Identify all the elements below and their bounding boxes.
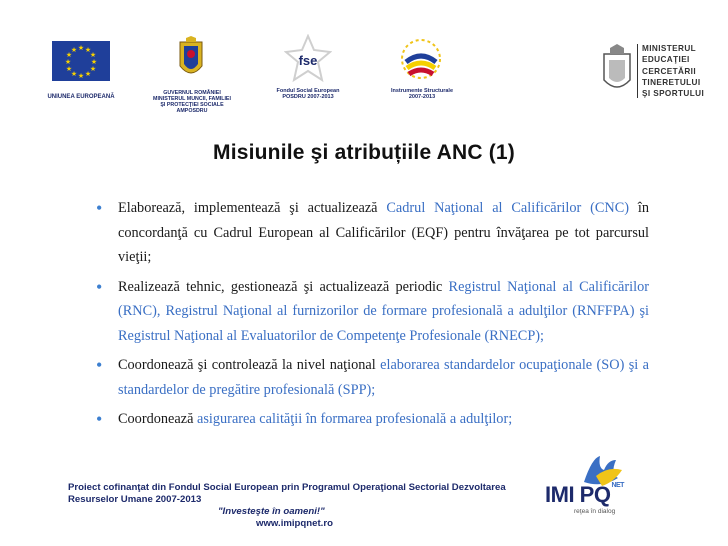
bullet-text: Coordonează [118, 411, 197, 427]
bullet-icon: • [96, 276, 103, 297]
gov-caption-line: GUVERNUL ROMÂNIEI [163, 90, 221, 96]
ministry-line: MINISTERUL [642, 44, 697, 53]
gov-caption-line: MINISTERUL MUNCII, FAMILIEI [153, 96, 231, 103]
svg-text:★: ★ [65, 51, 73, 59]
svg-text:★: ★ [64, 58, 72, 66]
bullet-text: Elaborează, implementează şi actualizează [118, 200, 387, 216]
bullet-text: Realizează tehnic, gestionează şi actualizează periodic [118, 278, 449, 295]
is-caption-line: 2007-2013 [408, 94, 436, 101]
gov-caption [148, 90, 236, 114]
footer-url: www.imipqnet.ro [256, 518, 333, 529]
bullet-highlight: Cadrul Naţional al Calificărilor (CNC) [386, 200, 630, 216]
ministry-divider [637, 44, 638, 98]
bullet-list [96, 196, 649, 437]
instrumente-structurale-logo-icon [398, 36, 444, 82]
svg-text:★: ★ [77, 72, 85, 80]
gov-caption-line: ŞI PROTECŢIEI SOCIALE [160, 102, 224, 109]
svg-text:★: ★ [84, 70, 92, 78]
svg-text:★: ★ [70, 70, 78, 78]
gov-caption-line: AMPOSDRU [176, 108, 208, 115]
bullet-icon: • [96, 409, 103, 429]
footer-text [68, 482, 538, 530]
imipq-tagline: reţea în dialog [574, 508, 616, 515]
imipq-logo-sub: NET [611, 482, 624, 489]
bullet-item [96, 196, 649, 270]
romania-coat-of-arms-icon [176, 36, 206, 84]
bullet-item [96, 407, 649, 432]
svg-text:★: ★ [89, 51, 97, 59]
fse-logo-text: fse [298, 53, 318, 68]
imipq-logo [545, 482, 624, 508]
ministry-name [642, 43, 704, 99]
footer-slogan: "Investeşte în oameni!" [218, 506, 325, 517]
eu-flag-icon [52, 41, 110, 81]
bullet-item [96, 353, 649, 402]
svg-text:★: ★ [89, 65, 97, 73]
imipq-logo-text: IMI PQ [545, 482, 611, 507]
ministry-line: TINERETULUI [642, 77, 701, 87]
fse-caption-line: Fondul Social European [276, 88, 340, 94]
ministry-crest-icon [600, 44, 634, 96]
svg-text:★: ★ [84, 46, 92, 54]
fse-logo-icon [284, 34, 332, 84]
eu-caption: UNIUNEA EUROPEANĂ [47, 94, 115, 100]
svg-text:★: ★ [90, 58, 98, 66]
is-caption-line: Instrumente Structurale [390, 88, 454, 94]
fse-caption-line: POSDRU 2007-2013 [282, 94, 334, 101]
bullet-icon: • [96, 355, 103, 375]
logo-bar [0, 28, 728, 128]
svg-text:★: ★ [70, 46, 78, 54]
bullet-icon: • [96, 198, 103, 218]
bullet-text: Coordonează şi controlează la nivel naţional [118, 357, 381, 373]
bullet-highlight: asigurarea calităţii în formarea profesională a adulţilor; [197, 411, 513, 427]
ministry-line: EDUCAŢIEI [642, 55, 690, 65]
fse-caption [268, 88, 348, 101]
svg-text:★: ★ [77, 44, 85, 52]
ministry-line: CERCETĂRII [642, 66, 697, 76]
bullet-highlight: elaborarea standardelor ocupaţionale (SO) şi a standardelor de pregătire profesională (SPP); [118, 357, 649, 398]
ministry-line: ŞI SPORTULUI [642, 89, 705, 99]
footer-line: Proiect cofinanţat din Fondul Social European prin Programul Operaţional Sectorial Dezvoltarea Resurselor Umane 2007-2013 [68, 482, 506, 505]
slide-title: Misiunile şi atribuțiile ANC (1) [213, 141, 515, 164]
bullet-item [96, 275, 649, 349]
bullet-highlight: Registrul Naţional al Calificărilor (RNC), Registrul Naţional al furnizorilor de formare profesională a adulţilor (RNFFPA) şi Registrul Naţional al Evaluatorilor de Competenţe Profesionale (RNECP); [118, 278, 649, 344]
bullet-text: în concordanţă cu Cadrul European al Calificărilor (EQF) pentru învăţarea pe tot parcursul vieţii; [118, 200, 650, 265]
svg-text:★: ★ [65, 65, 73, 73]
is-caption [382, 88, 462, 101]
